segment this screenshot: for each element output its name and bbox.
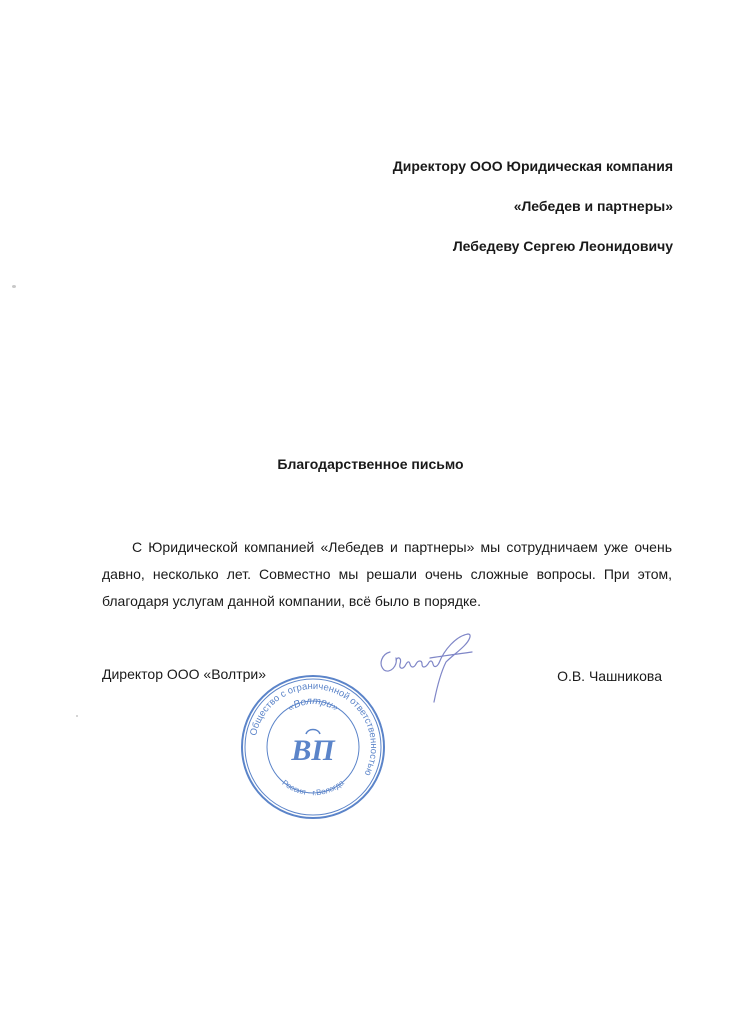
stamp-location: Россия · г.Вологда bbox=[280, 778, 346, 798]
stamp-ring-text: Общество с ограниченной ответственностью bbox=[248, 680, 380, 778]
addressee-line-2: «Лебедев и партнеры» bbox=[513, 198, 673, 214]
signer-position: Директор ООО «Волтри» bbox=[102, 666, 267, 682]
signer-name: О.В. Чашникова bbox=[557, 668, 662, 684]
letter-body: С Юридической компанией «Лебедев и партнеры» мы сотрудничаем уже очень давно, несколько лет. Совместно мы решали очень сложные вопросы. При этом, благодаря услугам данной компании, всё было в порядке. bbox=[102, 539, 672, 609]
handwritten-signature bbox=[372, 630, 482, 710]
company-stamp bbox=[238, 672, 388, 822]
scan-speck bbox=[76, 715, 78, 717]
stamp-company-name: «Волтри» bbox=[286, 695, 340, 714]
stamp-monogram: ВП bbox=[291, 734, 335, 767]
addressee-block bbox=[273, 150, 673, 270]
letter-title: Благодарственное письмо bbox=[277, 456, 464, 472]
addressee-line-3: Лебедеву Сергею Леонидовичу bbox=[452, 238, 673, 254]
scan-speck bbox=[12, 285, 16, 288]
addressee-line-1: Директору ООО Юридическая компания bbox=[392, 158, 673, 174]
